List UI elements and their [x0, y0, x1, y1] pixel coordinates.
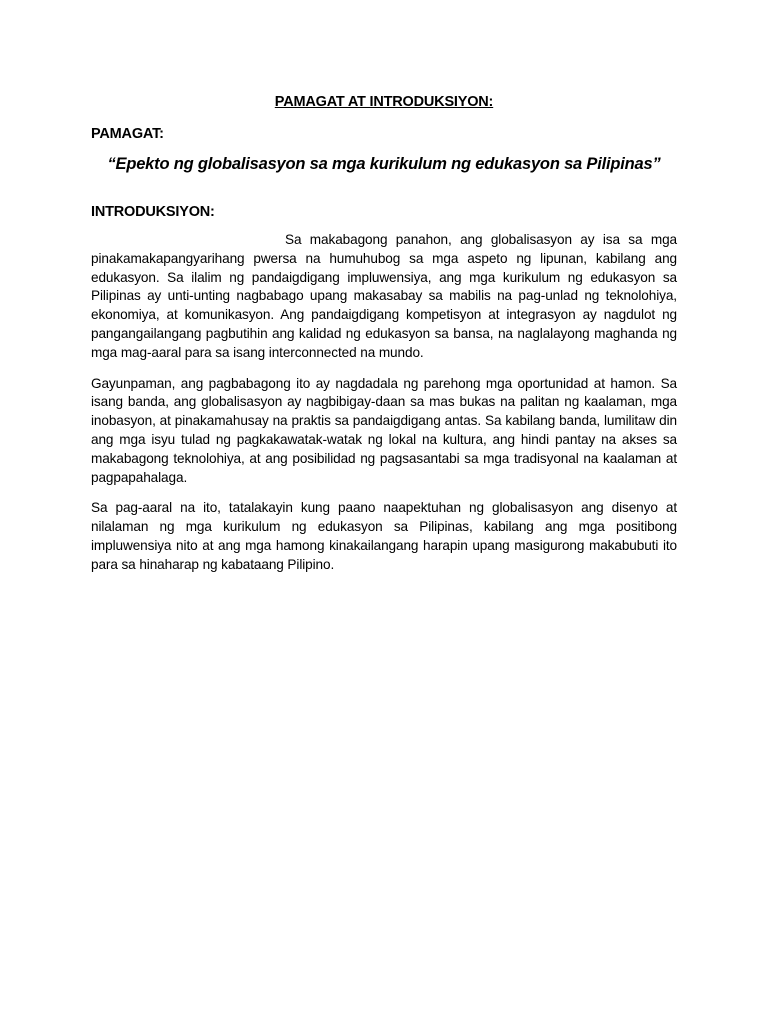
research-title: “Epekto ng globalisasyon sa mga kurikulum ng edukasyon sa Pilipinas”: [107, 155, 661, 173]
introduction-paragraph-2: Gayunpaman, ang pagbabagong ito ay nagdadala ng parehong mga oportunidad at hamon. Sa isang banda, ang globalisasyon ay nagbibigay-daan sa mas bukas na palitan ng kaalaman, mga inobasyon, at pinakamahusay na praktis sa pandaigdigang antas. Sa kabilang banda, lumilitaw din ang mga isyu tulad ng pagkakawatak-watak ng lokal na kultura, ang hindi pantay na akses sa makabagong teknolohiya, at ang posibilidad ng pagsasantabi sa mga tradisyonal na kaalaman at pagpapahalaga.: [91, 375, 677, 485]
introduction-paragraph-1: Sa makabagong panahon, ang globalisasyon ay isa sa mga pinakamakapangyarihang pwersa na humuhubog sa mga aspeto ng lipunan, kabilang ang edukasyon. Sa ilalim ng pandaigdigang impluwensiya, ang mga kurikulum ng edukasyon sa Pilipinas ay unti-unting nagbabago upang makasabay sa mabilis na pag-unlad ng teknolohiya, ekonomiya, at komunikasyon. Ang pandaigdigang kompetisyon at integrasyon ay nagdulot ng pangangailangang pagbutihin ang kalidad ng edukasyon sa bansa, na naglalayong maghanda ng mga mag-aaral para sa isang interconnected na mundo.: [91, 232, 677, 360]
introduction-label: INTRODUKSIYON:: [91, 204, 215, 220]
document-heading: PAMAGAT AT INTRODUKSIYON:: [274, 94, 494, 110]
document-body: [91, 92, 677, 575]
introduction-paragraph-3: Sa pag-aaral na ito, tatalakayin kung paano naapektuhan ng globalisasyon ang disenyo at nilalaman ng mga kurikulum ng edukasyon sa Pilipinas, kabilang ang mga positibong impluwensiya nito at ang mga hamong kinakailangang harapin upang masigurong makabubuti ito para sa hinaharap ng kabataang Pilipino.: [91, 500, 677, 572]
title-label: PAMAGAT:: [91, 126, 164, 142]
